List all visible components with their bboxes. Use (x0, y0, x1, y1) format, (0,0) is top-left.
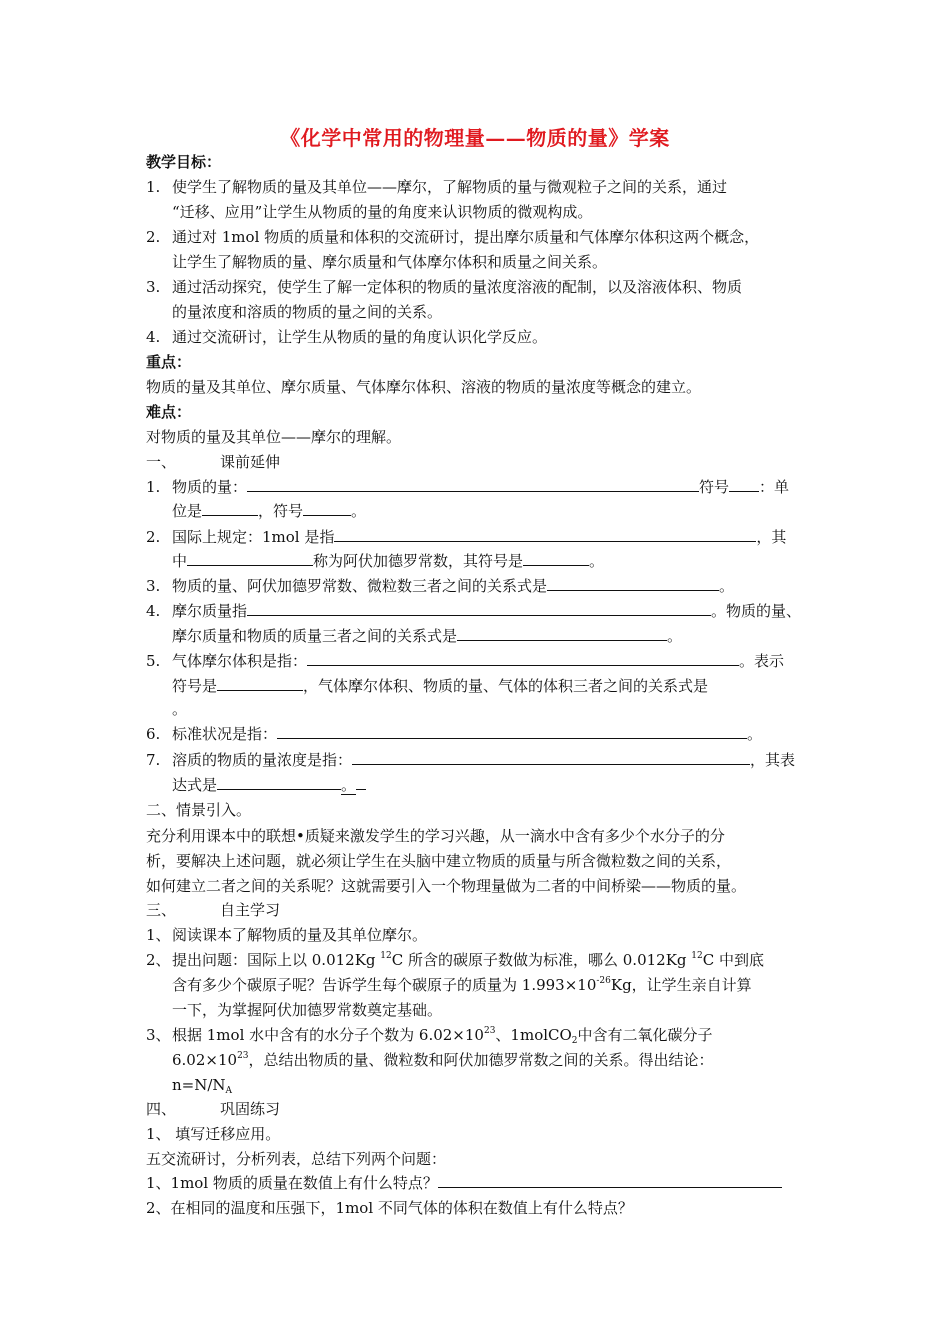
answer-blank[interactable] (352, 750, 750, 765)
item-text: ，总结出物质的量、微粒数和阿伏加德罗常数之间的关系。得出结论： (248, 1051, 714, 1069)
question-text: 1、1mol 物质的质量在数值上有什么特点？ (146, 1174, 438, 1192)
formula-line (172, 1075, 232, 1095)
question-5-end: 。 (172, 700, 188, 718)
question-num: 7. (146, 751, 161, 769)
discussion-question-1 (146, 1173, 782, 1193)
formula-subscript: A (225, 1086, 233, 1096)
answer-blank[interactable] (457, 626, 667, 641)
question-text: ，气体摩尔体积、物质的量、气体的体积三者之间的关系式是 (303, 677, 709, 695)
item-text: 中含有二氧化碳分子 (577, 1026, 713, 1044)
goal-text: 通过对 1mol 物质的质量和体积的交流研讨，提出摩尔质量和气体摩尔体积这两个概念， (172, 228, 760, 246)
question-text: 国际上规定：1mol 是指 (172, 528, 335, 546)
study-item-1 (146, 925, 427, 945)
study-item-2-end: 一下，为掌握阿伏加德罗常数奠定基础。 (172, 1001, 443, 1019)
item-text: 6.02×10 (172, 1051, 238, 1069)
question-1-cont (172, 501, 366, 521)
question-text: 。 (341, 776, 357, 794)
question-text: ，其 (756, 528, 787, 546)
answer-blank[interactable] (187, 551, 313, 566)
question-text: 标准状况是指： (172, 725, 278, 743)
question-text: 。物质的量、 (711, 602, 802, 620)
question-text: 。 (719, 577, 735, 595)
question-text: 溶质的物质的量浓度是指： (172, 751, 353, 769)
question-3 (146, 576, 734, 596)
goal-num: 1. (146, 178, 161, 196)
goal-text: 通过活动探究，使学生了解一定体积的物质的量浓度溶液的配制，以及溶液体积、物质 (172, 278, 743, 296)
question-text: 位是 (172, 502, 203, 520)
question-num: 5. (146, 652, 161, 670)
item-text: 提出问题：国际上以 0.012Kg (172, 951, 381, 969)
question-text: 气体摩尔体积是指： (172, 652, 308, 670)
question-text: 摩尔质量和物质的质量三者之间的关系式是 (172, 627, 458, 645)
goal-item-4 (146, 327, 547, 347)
question-1 (146, 477, 789, 497)
answer-blank[interactable] (438, 1173, 782, 1188)
study-item-3-cont (172, 1050, 714, 1070)
answer-blank[interactable] (307, 651, 739, 666)
goal-num: 2. (146, 228, 161, 246)
question-text: 称为阿伏加德罗常数，其符号是 (313, 552, 524, 570)
answer-blank[interactable] (247, 477, 699, 492)
question-6 (146, 724, 762, 744)
question-5-cont (172, 676, 708, 696)
question-text: ，其表 (750, 751, 796, 769)
section-2-heading: 二、情景引入。 (146, 801, 252, 819)
answer-blank[interactable] (356, 775, 366, 790)
section-2-paragraph-line: 如何建立二者之间的关系呢？这就需要引入一个物理量做为二者的中间桥梁——物质的量。 (146, 877, 747, 895)
question-text: 符号是 (172, 677, 218, 695)
goals-heading: 教学目标： (146, 153, 222, 171)
isotope-superscript: 12 (380, 951, 392, 961)
item-num: 2、 (146, 951, 171, 969)
item-num: 3、 (146, 1026, 171, 1044)
item-text: C 中到底 (702, 951, 764, 969)
discussion-question-2: 2、在相同的温度和压强下，1mol 不同气体的体积在数值上有什么特点？ (146, 1199, 633, 1217)
item-text: 、1molCO (495, 1026, 572, 1044)
question-text: 。表示 (739, 652, 785, 670)
question-text: ：单 (759, 478, 790, 496)
answer-blank[interactable] (303, 501, 351, 516)
question-5 (146, 651, 784, 671)
answer-blank[interactable] (547, 576, 719, 591)
study-item-3 (146, 1025, 713, 1045)
difficulty-text: 对物质的量及其单位——摩尔的理解。 (146, 428, 402, 446)
goal-item-1 (146, 177, 727, 197)
question-text: ，符号 (258, 502, 304, 520)
exponent-superscript: 23 (237, 1051, 249, 1061)
question-7 (146, 750, 795, 770)
item-text: C 所含的碳原子数做为标准，哪么 0.012Kg (391, 951, 692, 969)
section-1-heading (146, 452, 280, 472)
practice-item-1: 1、 填写迁移应用。 (146, 1125, 281, 1143)
isotope-superscript: 12 (691, 951, 703, 961)
item-text: Kg，让学生亲自计算 (610, 976, 752, 994)
exponent-superscript: 23 (483, 1026, 496, 1036)
section-num: 四、 (146, 1100, 177, 1118)
question-2-cont (172, 551, 604, 571)
section-num: 一、 (146, 453, 177, 471)
question-text: 物质的量、阿伏加德罗常数、微粒数三者之间的关系式是 (172, 577, 548, 595)
item-num: 1、 (146, 926, 171, 944)
question-4-cont (172, 626, 682, 646)
goal-item-3 (146, 277, 742, 297)
question-num: 3. (146, 577, 161, 595)
goal-text: 通过交流研讨，让学生从物质的量的角度认识化学反应。 (172, 328, 548, 346)
answer-blank[interactable] (277, 724, 747, 739)
answer-blank[interactable] (523, 551, 589, 566)
answer-blank[interactable] (729, 477, 759, 492)
goal-num: 4. (146, 328, 161, 346)
section-3-heading (146, 900, 280, 920)
question-2 (146, 527, 786, 547)
question-num: 2. (146, 528, 161, 546)
question-text: 符号 (699, 478, 730, 496)
goal-item-2 (146, 227, 759, 247)
item-text: 阅读课本了解物质的量及其单位摩尔。 (172, 926, 428, 944)
question-text: 。 (351, 502, 367, 520)
goal-item-2-cont: 让学生了解物质的量、摩尔质量和气体摩尔体积和质量之间关系。 (172, 253, 608, 271)
question-num: 4. (146, 602, 161, 620)
goal-text: 使学生了解物质的量及其单位——摩尔，了解物质的量与微观粒子之间的关系，通过 (172, 178, 728, 196)
section-2-paragraph-line: 充分利用课本中的联想•质疑来激发学生的学习兴趣，从一滴水中含有多少个水分子的分 (146, 827, 725, 845)
section-4-heading (146, 1099, 280, 1119)
goal-num: 3. (146, 278, 161, 296)
section-num: 三、 (146, 901, 177, 919)
section-2-paragraph-line: 析，要解决上述问题，就必须让学生在头脑中建立物质的质量与所含微粒数之间的关系， (146, 852, 732, 870)
question-text: 。 (747, 725, 763, 743)
question-text: 物质的量： (172, 478, 248, 496)
key-text: 物质的量及其单位、摩尔质量、气体摩尔体积、溶液的物质的量浓度等概念的建立。 (146, 378, 702, 396)
key-heading: 重点： (146, 353, 192, 371)
question-num: 1. (146, 478, 161, 496)
document-title: 《化学中常用的物理量——物质的量》学案 (280, 126, 670, 150)
section-title: 自主学习 (220, 901, 281, 919)
item-text: 含有多少个碳原子呢？告诉学生每个碳原子的质量为 1.993×10 (172, 976, 597, 994)
difficulty-heading: 难点： (146, 403, 192, 421)
formula-subscript: 2 (571, 1036, 578, 1046)
question-4 (146, 601, 801, 621)
exponent-superscript: -26 (596, 976, 611, 986)
section-title: 巩固练习 (220, 1100, 281, 1118)
goal-item-1-cont: “迁移、应用”让学生从物质的量的角度来认识物质的微观构成。 (172, 203, 593, 221)
item-text: 根据 1mol 水中含有的水分子个数为 6.02×10 (172, 1026, 484, 1044)
question-text: 。 (589, 552, 605, 570)
answer-blank[interactable] (217, 676, 303, 691)
answer-blank[interactable] (334, 527, 756, 542)
study-item-2-cont (172, 975, 752, 995)
section-title: 课前延伸 (220, 453, 281, 471)
answer-blank[interactable] (202, 501, 258, 516)
question-text: 达式是 (172, 776, 218, 794)
answer-blank[interactable] (247, 601, 711, 616)
study-item-2 (146, 950, 764, 970)
answer-blank[interactable] (217, 775, 341, 790)
formula-text: n=N/N (172, 1076, 226, 1094)
question-text: 中 (172, 552, 188, 570)
question-num: 6. (146, 725, 161, 743)
section-5-heading: 五交流研讨，分析列表，总结下列两个问题： (146, 1150, 447, 1168)
question-text: 摩尔质量指 (172, 602, 248, 620)
question-text: 。 (667, 627, 683, 645)
goal-item-3-cont: 的量浓度和溶质的物质的量之间的关系。 (172, 303, 443, 321)
question-7-cont (172, 775, 366, 795)
